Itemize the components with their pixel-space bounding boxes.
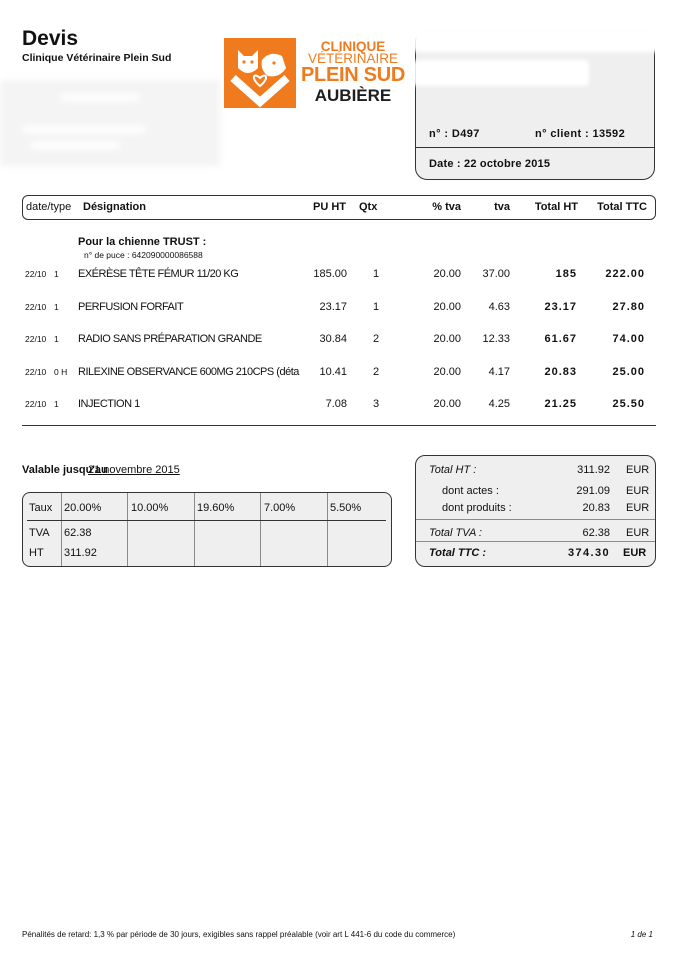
clinic-name: Clinique Vétérinaire Plein Sud: [22, 52, 172, 64]
vat-col-divider: [327, 493, 328, 566]
redacted-address: [0, 80, 220, 166]
row-vat-rate: 20.00: [433, 333, 461, 345]
row-vat: 12.33: [482, 333, 510, 345]
clinic-logo-text: [298, 38, 408, 108]
row-total-ttc: 27.80: [612, 301, 645, 313]
row-vat-rate: 20.00: [433, 398, 461, 410]
table-row: [0, 300, 678, 314]
row-vat: 4.63: [488, 301, 510, 313]
info-divider: [416, 147, 654, 148]
row-designation: RADIO SANS PRÉPARATION GRANDE: [78, 333, 262, 345]
vat-row-label-ht: HT: [29, 547, 44, 559]
quote-number-value: D497: [451, 128, 480, 140]
row-type: 1: [54, 302, 59, 312]
quote-number-label: n° :: [429, 128, 449, 140]
row-type: 0 H: [54, 367, 68, 377]
vat-header-label: Taux: [29, 502, 53, 514]
row-total-ht: 23.17: [544, 301, 577, 313]
vat-rate: 20.00%: [64, 502, 102, 514]
client-number-value: 13592: [592, 128, 626, 140]
document-title: Devis: [22, 27, 79, 50]
logo-line-aubiere: AUBIÈRE: [314, 86, 392, 105]
col-date-type: date/type: [26, 201, 72, 213]
row-total-ttc: 74.00: [612, 333, 645, 345]
page-number: 1 de 1: [630, 930, 653, 939]
acts-value: 291.09: [576, 485, 610, 497]
vat-header-rule: [27, 520, 386, 521]
row-total-ht: 61.67: [544, 333, 577, 345]
col-vat-rate: % tva: [432, 201, 461, 213]
patient-section-title: Pour la chienne TRUST :: [78, 236, 207, 248]
products-value: 20.83: [582, 502, 610, 514]
total-tva-value: 62.38: [582, 527, 610, 539]
products-label: dont produits :: [442, 502, 512, 514]
table-header: [22, 195, 656, 220]
row-date: 22/10: [25, 334, 47, 344]
row-total-ttc: 222.00: [605, 268, 645, 280]
row-vat: 4.25: [488, 398, 510, 410]
validity-date: 21 novembre 2015: [88, 464, 180, 476]
client-number: [535, 128, 625, 141]
table-row: [0, 397, 678, 411]
row-vat: 37.00: [482, 268, 510, 280]
vat-col-divider: [127, 493, 128, 566]
row-total-ht: 20.83: [544, 366, 577, 378]
clinic-logo-icon: [224, 38, 296, 108]
row-designation: INJECTION 1: [78, 398, 140, 410]
col-pu-ht: PU HT: [313, 201, 346, 213]
vat-row-value-ht: 311.92: [64, 547, 97, 559]
row-pu-ht: 185.00: [313, 268, 347, 280]
col-total-ttc: Total TTC: [597, 201, 647, 213]
totals-divider: [416, 519, 655, 520]
col-qty: Qtx: [359, 201, 378, 213]
row-type: 1: [54, 269, 59, 279]
validity-label: Valable jusqu'au: [22, 464, 108, 476]
acts-label: dont actes :: [442, 485, 499, 497]
currency: EUR: [626, 485, 650, 497]
totals-box: [415, 455, 656, 567]
vat-col-divider: [61, 493, 62, 566]
row-date: 22/10: [25, 302, 47, 312]
redacted-client-name: [413, 26, 668, 52]
row-date: 22/10: [25, 269, 47, 279]
row-type: 1: [54, 334, 59, 344]
row-vat-rate: 20.00: [433, 366, 461, 378]
total-ht-label: Total HT :: [429, 464, 477, 476]
row-total-ht: 185: [555, 268, 577, 280]
row-qty: 2: [372, 366, 380, 378]
totals-divider: [416, 541, 655, 542]
row-pu-ht: 23.17: [319, 301, 347, 313]
col-vat: tva: [494, 201, 510, 213]
quote-date-value: 22 octobre 2015: [464, 158, 551, 170]
quote-date-label: Date :: [429, 158, 461, 170]
vat-col-divider: [194, 493, 195, 566]
row-pu-ht: 10.41: [319, 366, 347, 378]
row-qty: 1: [372, 301, 380, 313]
total-ht-value: 311.92: [577, 464, 610, 476]
table-row: [0, 332, 678, 346]
row-pu-ht: 7.08: [325, 398, 347, 410]
col-designation: Désignation: [83, 201, 146, 213]
quote-number: [429, 128, 480, 141]
chip-number: n° de puce : 642090000086588: [84, 250, 203, 260]
row-designation: EXÉRÈSE TÊTE FÉMUR 11/20 KG: [78, 268, 239, 280]
row-date: 22/10: [25, 367, 47, 377]
row-qty: 3: [372, 398, 380, 410]
row-date: 22/10: [25, 399, 47, 409]
table-bottom-rule: [22, 425, 656, 426]
row-qty: 1: [372, 268, 380, 280]
total-tva-label: Total TVA :: [429, 527, 482, 539]
total-ttc-label: Total TTC :: [429, 547, 487, 559]
logo-line-veterinaire: VÉTÉRINAIRE: [307, 51, 399, 66]
row-vat-rate: 20.00: [433, 301, 461, 313]
vat-rate: 7.00%: [264, 502, 296, 514]
table-row: [0, 365, 678, 379]
total-ttc-value: 374.30: [567, 547, 610, 559]
vat-rate: 5.50%: [330, 502, 362, 514]
vat-col-divider: [260, 493, 261, 566]
currency: EUR: [626, 502, 650, 514]
logo-line-plein-sud: PLEIN SUD: [301, 64, 405, 86]
row-vat-rate: 20.00: [433, 268, 461, 280]
quote-info-box: [415, 30, 655, 180]
row-type: 1: [54, 399, 59, 409]
currency: EUR: [626, 464, 650, 476]
table-row: [0, 267, 678, 281]
vat-row-label-tva: TVA: [29, 527, 50, 539]
vat-rate: 10.00%: [131, 502, 169, 514]
row-qty: 2: [372, 333, 380, 345]
row-total-ttc: 25.50: [612, 398, 645, 410]
row-designation: PERFUSION FORFAIT: [78, 301, 184, 313]
quote-date: [429, 158, 550, 171]
redacted-client-address: [413, 60, 589, 86]
late-payment-notice: Pénalités de retard: 1,3 % par période de 30 jours, exigibles sans rappel préalable (voir art L 441-6 du code du commerce): [22, 930, 456, 939]
currency: EUR: [626, 527, 650, 539]
currency: EUR: [623, 547, 647, 559]
client-number-label: n° client :: [535, 128, 590, 140]
logo-line-clinique: CLINIQUE: [320, 39, 386, 54]
row-vat: 4.17: [488, 366, 510, 378]
col-total-ht: Total HT: [534, 201, 578, 213]
row-designation: RILEXINE OBSERVANCE 600MG 210CPS (déta: [78, 366, 299, 378]
vat-summary-table: [22, 492, 392, 567]
vat-row-value-tva: 62.38: [64, 527, 92, 539]
row-total-ht: 21.25: [544, 398, 577, 410]
vat-rate: 19.60%: [197, 502, 235, 514]
row-pu-ht: 30.84: [319, 333, 347, 345]
row-total-ttc: 25.00: [612, 366, 645, 378]
